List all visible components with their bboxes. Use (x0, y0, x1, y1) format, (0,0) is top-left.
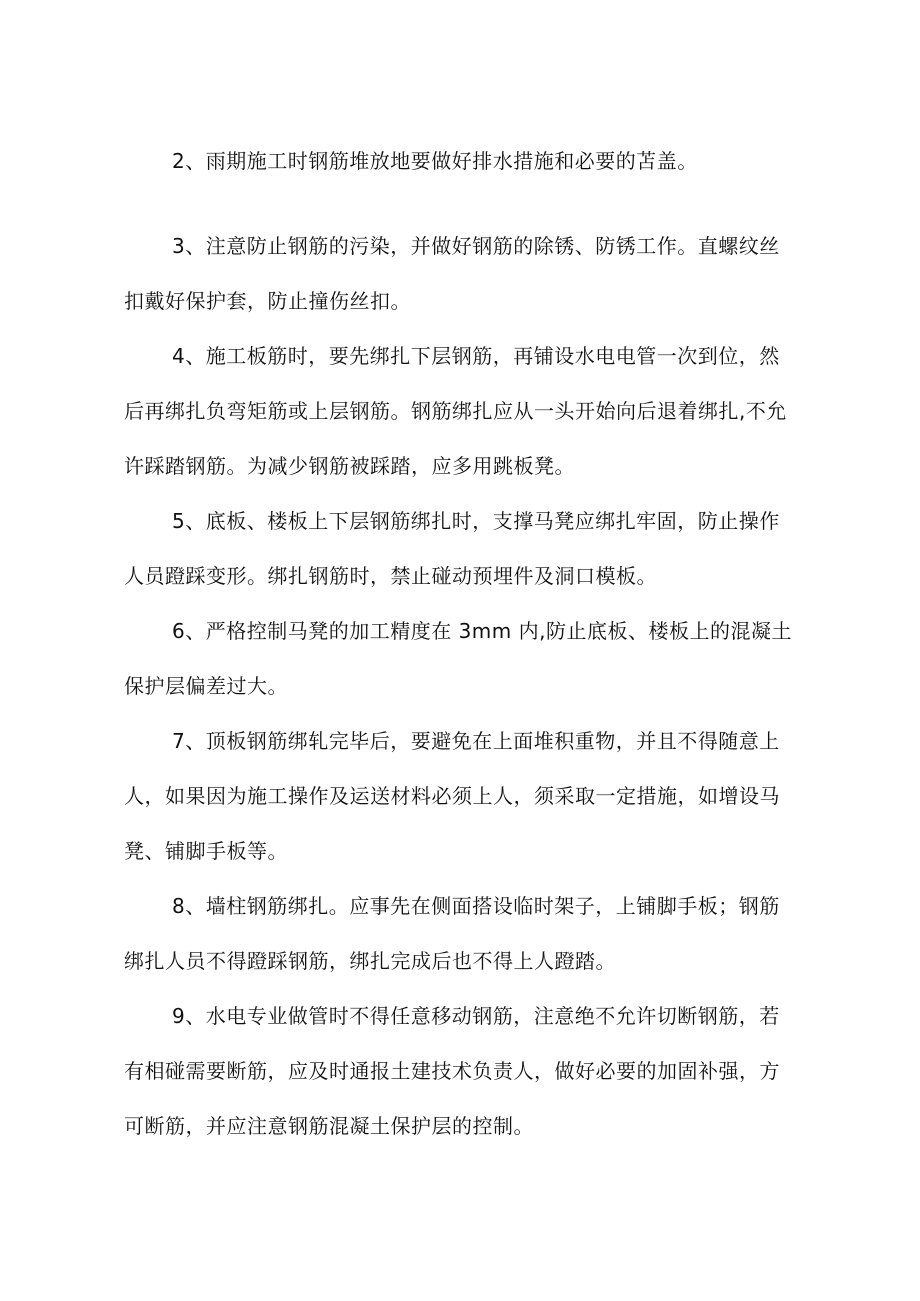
paragraph-item-5: 5、底板、楼板上下层钢筋绑扎时，支撑马凳应绑扎牢固，防止操作人员蹬踩变形。绑扎钢筋时，禁止碰动预埋件及洞口模板。 (124, 509, 780, 588)
paragraph-item-2: 2、雨期施工时钢筋堆放地要做好排水措施和必要的苫盖。 (172, 149, 698, 173)
paragraph-item-6: 6、严格控制马凳的加工精度在 3mm 内,防止底板、楼板上的混凝土保护层偏差过大。 (124, 619, 792, 698)
paragraph-item-3: 3、注意防止钢筋的污染，并做好钢筋的除锈、防锈工作。直螺纹丝扣戴好保护套，防止撞伤丝扣。 (124, 234, 780, 313)
paragraph-item-9: 9、水电专业做管时不得任意移动钢筋，注意绝不允许切断钢筋，若有相碰需要断筋，应及时通报土建技术负责人，做好必要的加固补强，方可断筋，并应注意钢筋混凝土保护层的控制。 (124, 1004, 780, 1138)
paragraph-item-7: 7、顶板钢筋绑轧完毕后，要避免在上面堆积重物，并且不得随意上人，如果因为施工操作及运送材料必须上人，须采取一定措施，如增设马凳、铺脚手板等。 (124, 729, 780, 863)
paragraph-item-4: 4、施工板筋时，要先绑扎下层钢筋，再铺设水电电管一次到位，然后再绑扎负弯矩筋或上层钢筋。钢筋绑扎应从一头开始向后退着绑扎,不允许踩踏钢筋。为减少钢筋被踩踏，应多用跳板凳。 (124, 344, 787, 478)
paragraph-item-8: 8、墙柱钢筋绑扎。应事先在侧面搭设临时架子，上铺脚手板；钢筋绑扎人员不得蹬踩钢筋，绑扎完成后也不得上人蹬踏。 (124, 894, 780, 973)
